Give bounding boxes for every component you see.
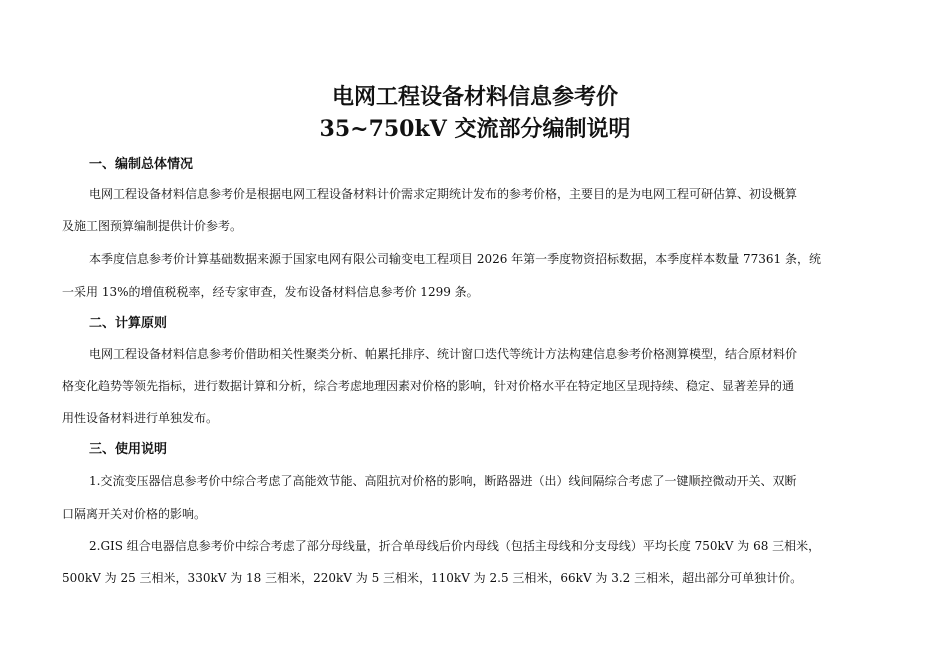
paragraph-line: 500kV 为 25 三相米，330kV 为 18 三相米，220kV 为 5 三相米，110kV 为 2.5 三相米，66kV 为 3.2 三相米，超出部分可单独计价。 bbox=[62, 571, 803, 585]
paragraph-line: 1.交流变压器信息参考价中综合考虑了高能效节能、高阻抗对价格的影响，断路器进（出）线间隔综合考虑了一键顺控微动开关、双断 bbox=[89, 474, 797, 488]
paragraph-line: 电网工程设备材料信息参考价借助相关性聚类分析、帕累托排序、统计窗口迭代等统计方法构建信息参考价格测算模型，结合原材料价 bbox=[89, 347, 798, 361]
paragraph-line: 及施工图预算编制提供计价参考。 bbox=[62, 219, 243, 233]
document-title: 电网工程设备材料信息参考价 bbox=[331, 84, 618, 110]
paragraph-line: 电网工程设备材料信息参考价是根据电网工程设备材料计价需求定期统计发布的参考价格，主要目的是为电网工程可研估算、初设概算 bbox=[89, 187, 798, 201]
paragraph-line: 2.GIS 组合电器信息参考价中综合考虑了部分母线量，折合单母线后价内母线（包括主母线和分支母线）平均长度 750kV 为 68 三相米， bbox=[89, 539, 821, 553]
section-heading-overview: 一、编制总体情况 bbox=[89, 157, 194, 172]
section-heading-usage: 三、使用说明 bbox=[89, 442, 168, 457]
document-subtitle: 35~750kV 交流部分编制说明 bbox=[319, 116, 631, 142]
paragraph-line: 口隔离开关对价格的影响。 bbox=[62, 507, 207, 521]
section-heading-principles: 二、计算原则 bbox=[89, 316, 168, 331]
paragraph-line: 一采用 13%的增值税税率，经专家审查，发布设备材料信息参考价 1299 条。 bbox=[62, 285, 479, 299]
paragraph-line: 本季度信息参考价计算基础数据来源于国家电网有限公司输变电工程项目 2026 年第一季度物资招标数据，本季度样本数量 77361 条，统 bbox=[89, 252, 821, 266]
paragraph-line: 用性设备材料进行单独发布。 bbox=[62, 411, 219, 425]
paragraph-line: 格变化趋势等领先指标，进行数据计算和分析，综合考虑地理因素对价格的影响，针对价格水平在特定地区呈现持续、稳定、显著差异的通 bbox=[62, 379, 795, 393]
